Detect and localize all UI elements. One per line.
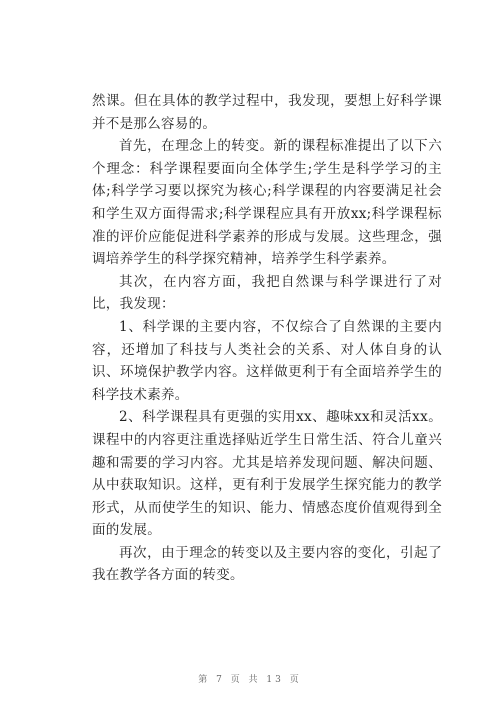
page-number-footer: 第 7 页 共 13 页 [198, 675, 302, 685]
document-body [92, 90, 442, 587]
paragraph-concept-change: 首先，在理念上的转变。新的课程标准提出了以下六个理念：科学课程要面向全体学生;学生是科学学习的主体;科学学习要以探究为核心;科学课程的内容要满足社会和学生双方面得需求;科学课程应具有开放xx;科学课程标准的评价应能促进科学素养的形成与发展。这些理念，强调培养学生的科学探究精神，培养学生科学素养。 [92, 138, 442, 268]
paragraph-teaching-change: 再次，由于理念的转变以及主要内容的变化，引起了我在教学各方面的转变。 [92, 544, 442, 584]
paragraph-continuation: 然课。但在具体的教学过程中，我发现，要想上好科学课并不是那么容易的。 [92, 93, 442, 132]
paragraph-content-comparison: 其次，在内容方面，我把自然课与科学课进行了对比，我发现： [92, 273, 442, 313]
paragraph-point-two: 2、科学课程具有更强的实用xx、趣味xx和灵活xx。课程中的内容更注重选择贴近学生日常生活、符合儿童兴趣和需要的学习内容。尤其是培养发现问题、解决问题、从中获取知识。这样，更有利于发展学生探究能力的教学形式，从而使学生的知识、能力、情感态度价值观得到全面的发展。 [92, 409, 442, 539]
paragraph-point-one: 1、科学课的主要内容，不仅综合了自然课的主要内容，还增加了科技与人类社会的关系、对人体自身的认识、环境保护教学内容。这样做更利于有全面培养学生的科学技术素养。 [92, 318, 442, 403]
